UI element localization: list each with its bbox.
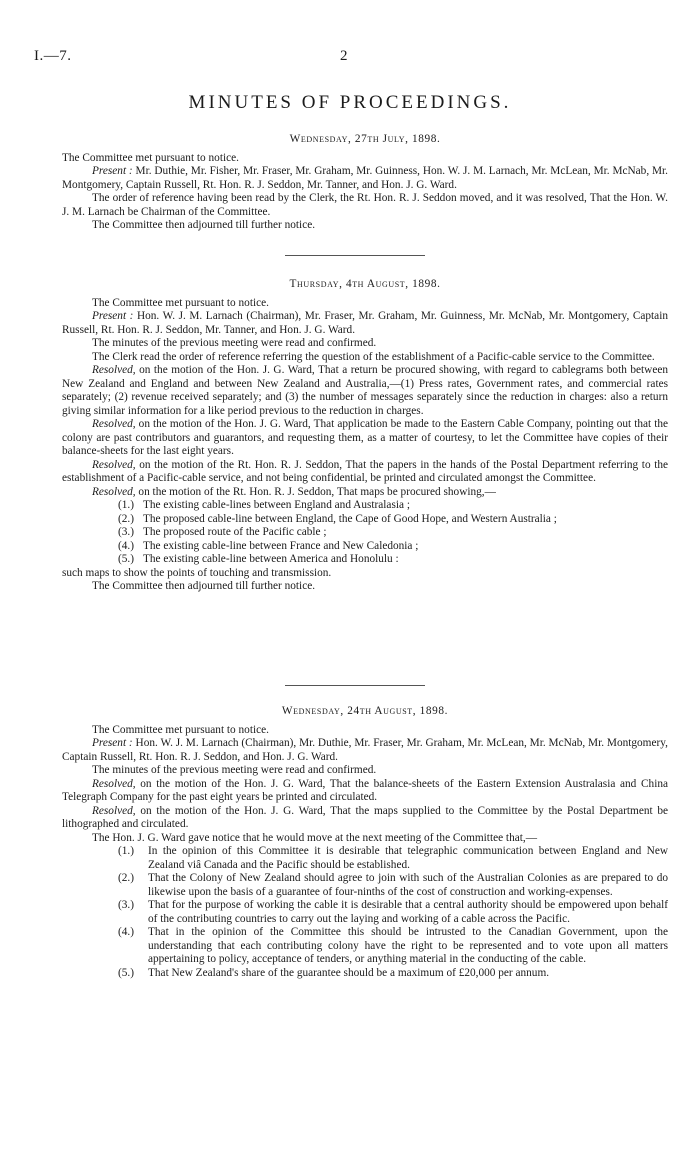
list-text: In the opinion of this Committee it is desirable that telegraphic communication between England and New Zealand viâ Canada and the Pacific should be established.: [148, 845, 668, 871]
list-number: (5.): [118, 553, 134, 565]
present-paragraph: [62, 310, 668, 337]
paragraph: The Hon. J. G. Ward gave notice that he would move at the next meeting of the Committee that,—: [92, 831, 537, 844]
list-number: (5.): [118, 966, 134, 979]
resolution-text: on the motion of the Rt. Hon. R. J. Seddon, That the papers in the hands of the Postal Department referring to the establishment of a Pacific-cable service, and not being confidential, be printed and circulated amongst the Committee.: [62, 458, 668, 484]
list-number: (1.): [118, 845, 134, 857]
paragraph: The order of reference having been read by the Clerk, the Rt. Hon. R. J. Seddon moved, and it was resolved, That the Hon. W. J. M. Larnach be Chairman of the Committee.: [62, 192, 668, 218]
list-item: [118, 526, 668, 540]
list-number: (2.): [118, 872, 134, 884]
list-text: The proposed cable-line between England, the Cape of Good Hope, and Western Australia ;: [143, 512, 557, 525]
resolution-text: on the motion of the Hon. J. G. Ward, That the maps supplied to the Committee by the Postal Department be lithographed and circulated.: [62, 804, 668, 830]
resolved-label: Resolved,: [92, 364, 136, 376]
list-number: (1.): [118, 499, 134, 511]
resolved-label: Resolved,: [92, 777, 136, 790]
paragraph: The Clerk read the order of reference referring the question of the establishment of a Pacific-cable service to the Committee.: [92, 350, 655, 363]
list-text: That for the purpose of working the cable it is desirable that a central authority should be empowered upon behalf of the contributing countries to carry out the laying and working of a cable across the Pacific.: [148, 899, 668, 925]
paragraph: such maps to show the points of touching and transmission.: [62, 566, 332, 579]
list-item: [118, 845, 668, 872]
resolution: [62, 418, 668, 459]
list-item: [118, 967, 668, 981]
document-reference: I.—7.: [34, 48, 72, 64]
resolution: [62, 459, 668, 486]
list-text: The existing cable-line between France and New Caledonia ;: [143, 539, 419, 552]
list-text: The proposed route of the Pacific cable ;: [143, 526, 327, 538]
page-number: 2: [340, 48, 348, 64]
section-divider: [285, 255, 425, 256]
list-number: (2.): [118, 512, 134, 525]
list-number: (3.): [118, 899, 134, 911]
list-number: (4.): [118, 926, 134, 938]
paragraph: The minutes of the previous meeting were read and confirmed.: [92, 337, 377, 349]
resolution-text: on the motion of the Hon. J. G. Ward, That application be made to the Eastern Cable Company, pointing out that the colony are past contributors and guarantors, and requesting them, as a matter of courtesy, to let the Committee have copies of their balance-sheets for the last eight years.: [62, 418, 668, 457]
list-item: [118, 899, 668, 926]
resolution: [62, 778, 668, 805]
list-text: That the Colony of New Zealand should agree to join with such of the Australian Colonies as are prepared to do likewise upon the basis of a guarantee of four-ninths of the cost of construction and working-expenses.: [148, 872, 668, 898]
list-text: The existing cable-lines between England and Australasia ;: [143, 499, 410, 511]
present-label: Present :: [92, 165, 133, 177]
maps-list: [62, 499, 668, 567]
paragraph: The Committee met pursuant to notice.: [92, 723, 269, 736]
list-item: [118, 926, 668, 967]
resolved-label: Resolved,: [92, 458, 136, 471]
present-paragraph: [62, 737, 668, 764]
list-item: [118, 553, 668, 567]
present-list: Mr. Duthie, Mr. Fisher, Mr. Fraser, Mr. Graham, Mr. Guinness, Hon. W. J. M. Larnach, Mr. McLean, Mr. McNab, Mr. Montgomery, Captain Russell, Rt. Hon. R. J. Seddon, Mr. Tanner, and Hon. J. G. Ward.: [62, 165, 668, 191]
paragraph: The Committee then adjourned till further notice.: [92, 219, 316, 231]
page-title: MINUTES OF PROCEEDINGS.: [188, 92, 512, 113]
present-label: Present :: [92, 310, 134, 322]
paragraph: The Committee then adjourned till further notice.: [92, 580, 316, 592]
meeting-date: Thursday, 4th August, 1898.: [289, 278, 441, 290]
resolved-label: Resolved,: [92, 418, 136, 430]
list-item: [118, 513, 668, 527]
meeting-date: Wednesday, 24th August, 1898.: [281, 705, 449, 717]
list-text: That in the opinion of the Committee this should be intrusted to the Canadian Government, upon the understanding that each contributing colony have the right to be represented and to vote upon all matters appertaining to policy, acceptance of tenders, or anything material in the conducting of the cable.: [148, 926, 668, 965]
meeting-4-august: [62, 278, 668, 594]
meeting-27-july: [62, 133, 668, 233]
list-number: (3.): [118, 526, 134, 538]
present-label: Present :: [92, 737, 133, 749]
resolution: [62, 805, 668, 832]
meeting-date: Wednesday, 27th July, 1898.: [289, 133, 441, 145]
paragraph: The Committee met pursuant to notice.: [92, 296, 269, 309]
list-item: [118, 499, 668, 513]
present-list: Hon. W. J. M. Larnach (Chairman), Mr. Fraser, Mr. Graham, Mr. Guinness, Mr. McNab, Mr. Montgomery, Captain Russell, Rt. Hon. R. J. Seddon, Mr. Tanner, and Hon. J. G. Ward.: [62, 310, 668, 336]
motions-list: [62, 845, 668, 980]
resolution-text: on the motion of the Hon. J. G. Ward, That a return be procured showing, with regard to cablegrams both between New Zealand and England and between New Zealand and Australia,—(1) Press rates, Government rates, and commercial rates separately; (2) revenue received separately; and (3) the number of messages separately since the reduction in charges: also a return giving similar information for a like period previous to the reduction in charges.: [62, 364, 668, 417]
list-text: That New Zealand's share of the guarantee should be a maximum of £20,000 per annum.: [148, 966, 550, 979]
resolved-label: Resolved,: [92, 804, 136, 817]
list-item: [118, 540, 668, 554]
resolution-text: on the motion of the Rt. Hon. R. J. Seddon, That maps be procured showing,—: [135, 485, 496, 498]
section-divider: [285, 685, 425, 686]
present-list: Hon. W. J. M. Larnach (Chairman), Mr. Duthie, Mr. Fraser, Mr. Graham, Mr. McLean, Mr. McNab, Mr. Montgomery, Captain Russell, Rt. Hon. R. J. Seddon, and Hon. J. G. Ward.: [62, 737, 668, 763]
list-number: (4.): [118, 539, 134, 552]
list-item: [118, 872, 668, 899]
list-text: The existing cable-line between America and Honolulu :: [143, 553, 399, 565]
resolution-text: on the motion of the Hon. J. G. Ward, That the balance-sheets of the Eastern Extension Australasia and China Telegraph Company for the past eight years be printed and circulated.: [62, 777, 668, 803]
present-paragraph: [62, 165, 668, 192]
resolution: [62, 486, 668, 500]
paragraph: The minutes of the previous meeting were read and confirmed.: [92, 764, 377, 776]
resolved-label: Resolved,: [92, 485, 136, 498]
meeting-24-august: [62, 705, 668, 980]
resolution: [62, 364, 668, 418]
paragraph: The Committee met pursuant to notice.: [62, 151, 239, 164]
